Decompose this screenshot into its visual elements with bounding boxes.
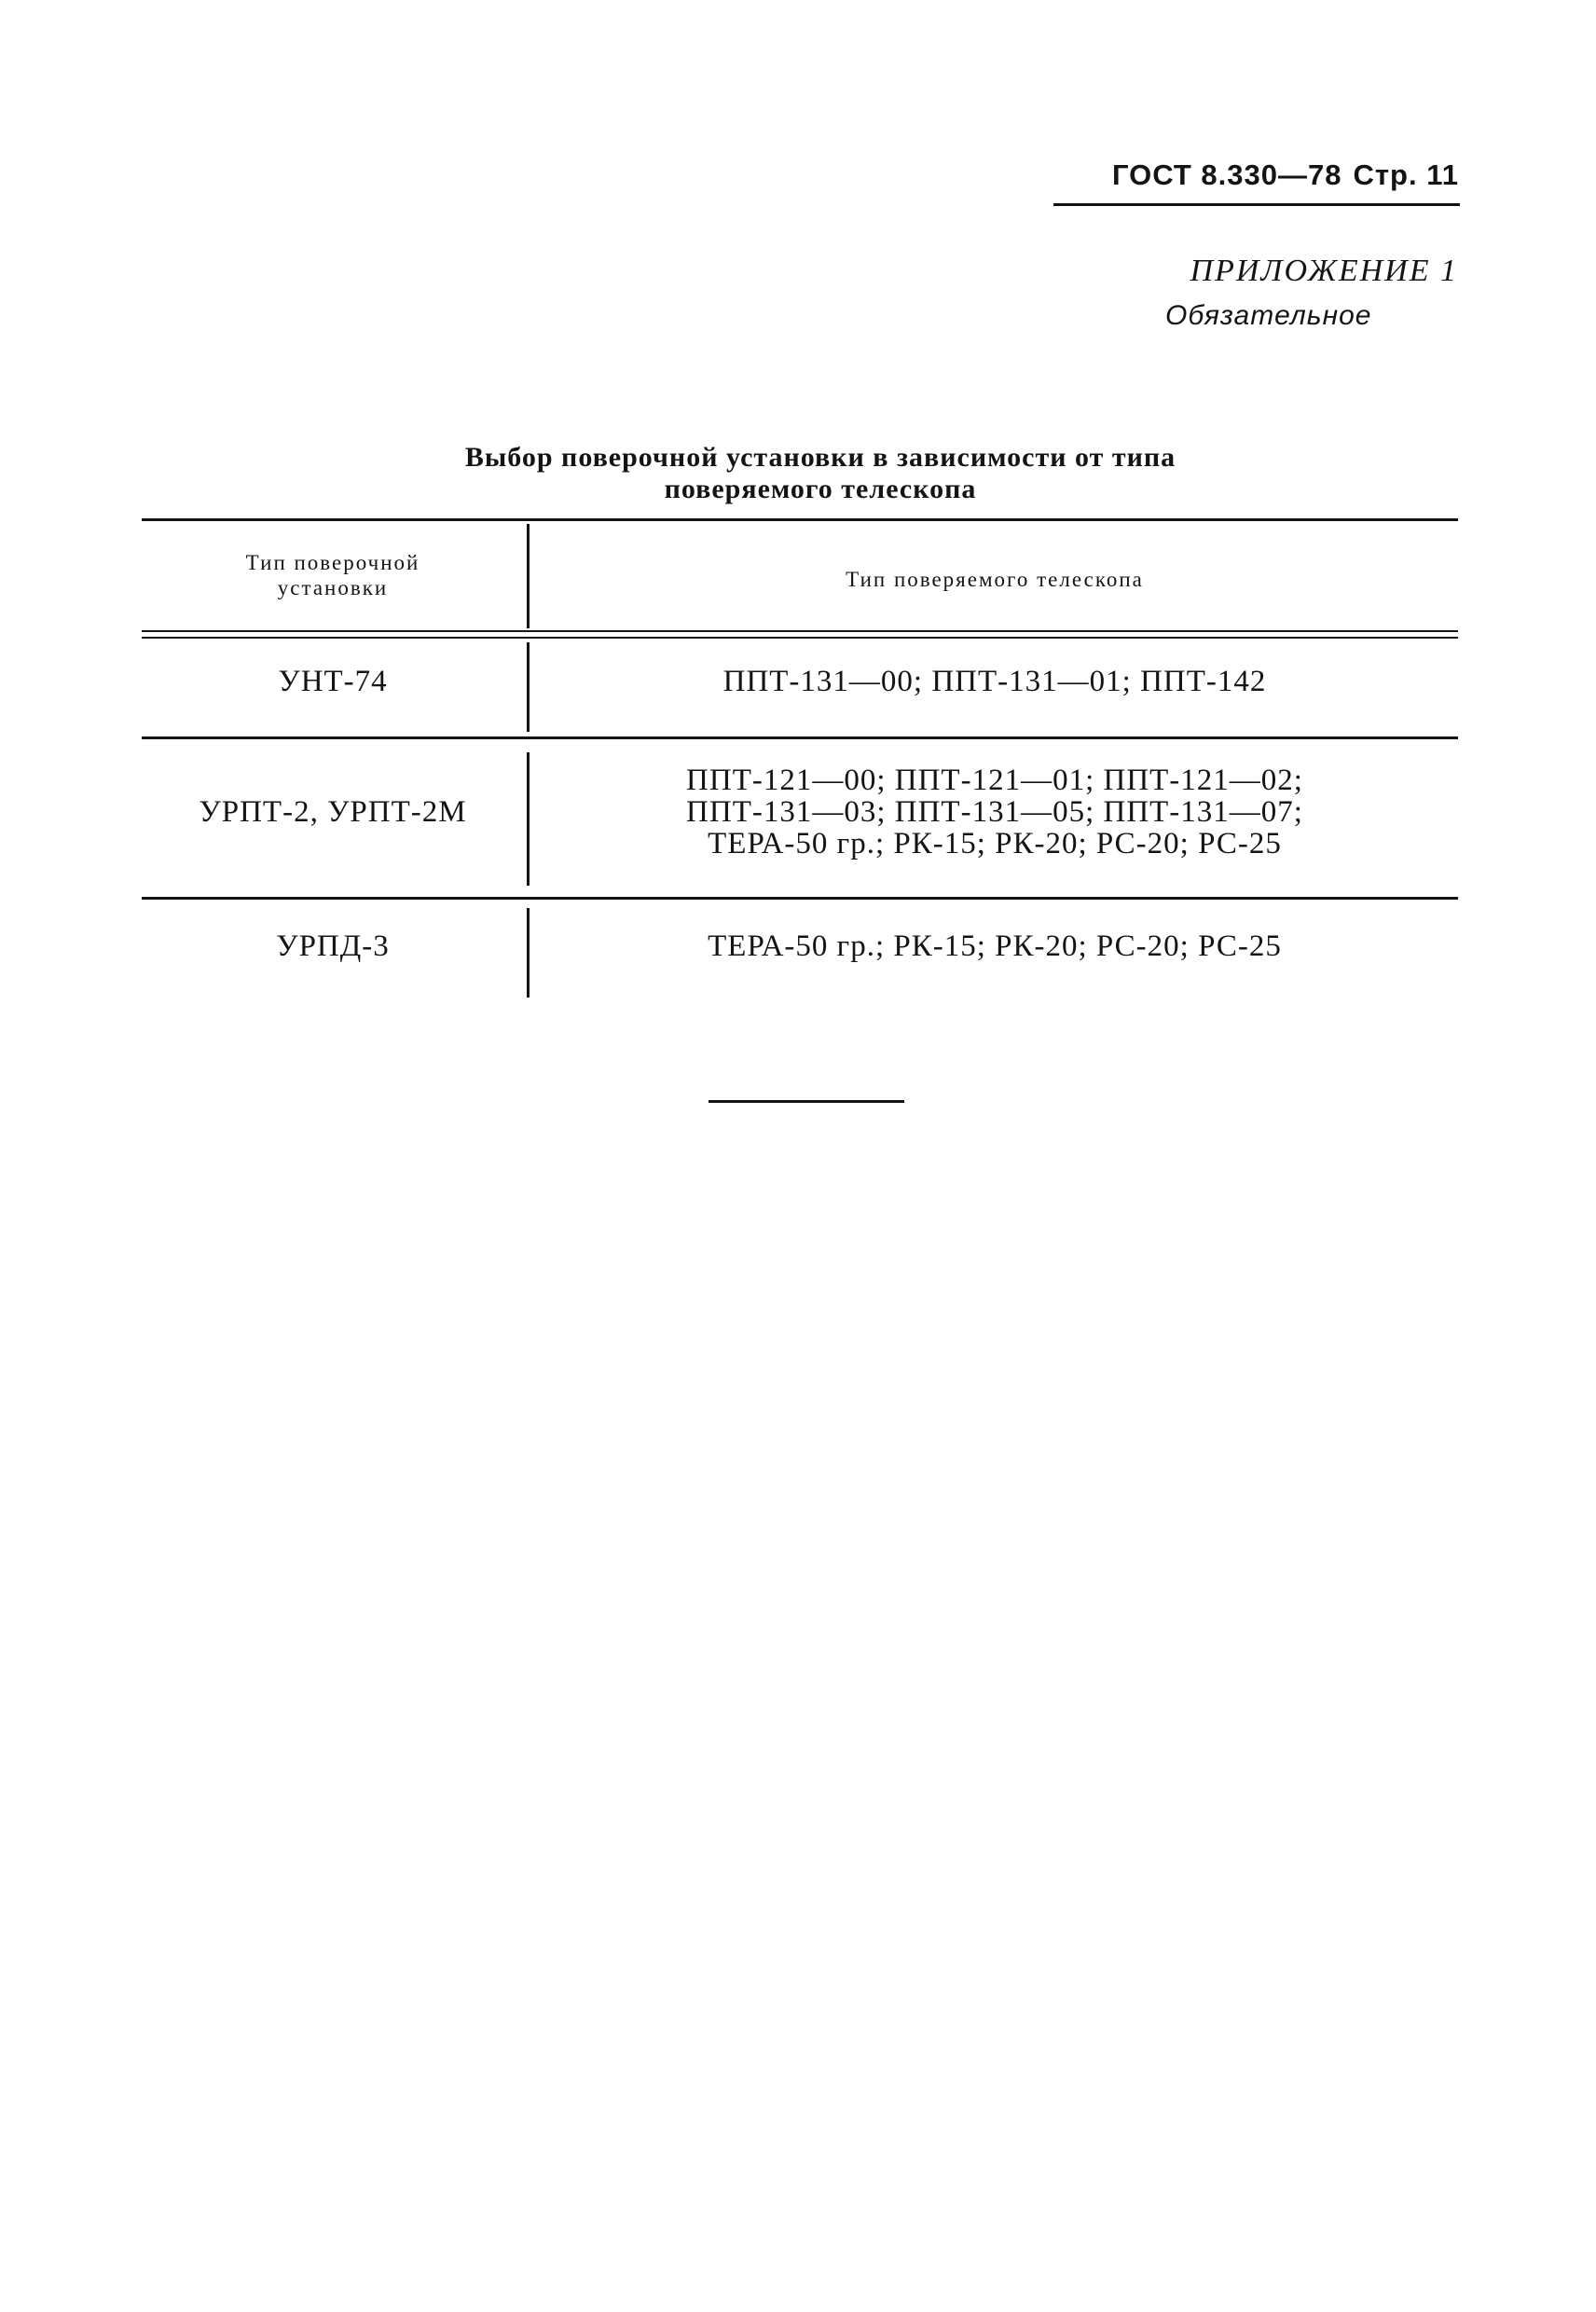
- table-top-rule: [142, 518, 1458, 521]
- telescope-line: ТЕРА-50 гр.; РК-15; РК-20; РС-20; РС-25: [708, 929, 1282, 963]
- table-cell-installation: УРПТ-2, УРПТ-2М: [199, 795, 467, 829]
- column-header-line: установки: [277, 576, 389, 599]
- appendix-status: Обязательное: [1165, 300, 1372, 331]
- column-header-line: Тип поверочной: [245, 551, 420, 574]
- table-cell-installation: УНТ-74: [278, 665, 388, 698]
- table-header-rule: [142, 630, 1458, 632]
- table-header-rule: [142, 637, 1458, 639]
- column-header-installation: [142, 550, 524, 600]
- column-header-line: Тип поверяемого телескопа: [846, 568, 1144, 591]
- table-row-rule: [142, 736, 1458, 739]
- table-cell-installation: УРПД-3: [276, 929, 390, 963]
- telescope-line: ТЕРА-50 гр.; РК-15; РК-20; РС-20; РС-25: [708, 827, 1282, 860]
- telescope-line: ППТ-131—03; ППТ-131—05; ППТ-131—07;: [686, 795, 1303, 829]
- standard-number: ГОСТ 8.330—78: [1111, 158, 1342, 191]
- appendix-title: ПРИЛОЖЕНИЕ 1: [1190, 254, 1458, 288]
- table-title-line: Выбор поверочной установки в зависимости от типа: [464, 442, 1176, 473]
- table-row-rule: [142, 897, 1458, 900]
- telescope-line: ППТ-121—00; ППТ-121—01; ППТ-121—02;: [686, 764, 1303, 797]
- column-divider: [527, 524, 530, 628]
- section-end-rule: [709, 1100, 904, 1103]
- page-header: [1053, 158, 1459, 192]
- page-number: Стр. 11: [1353, 158, 1459, 191]
- table-cell-telescopes: [531, 930, 1458, 962]
- column-divider: [527, 908, 530, 998]
- column-header-telescope: [531, 567, 1458, 592]
- table-title: [354, 442, 1286, 505]
- header-rule: [1053, 203, 1460, 206]
- column-divider: [527, 642, 530, 732]
- table-title-line: поверяемого телескопа: [664, 474, 977, 504]
- column-divider: [527, 752, 530, 886]
- telescope-line: ППТ-131—00; ППТ-131—01; ППТ-142: [722, 665, 1267, 698]
- table-cell-telescopes: [531, 666, 1458, 697]
- table-cell-telescopes: [531, 764, 1458, 860]
